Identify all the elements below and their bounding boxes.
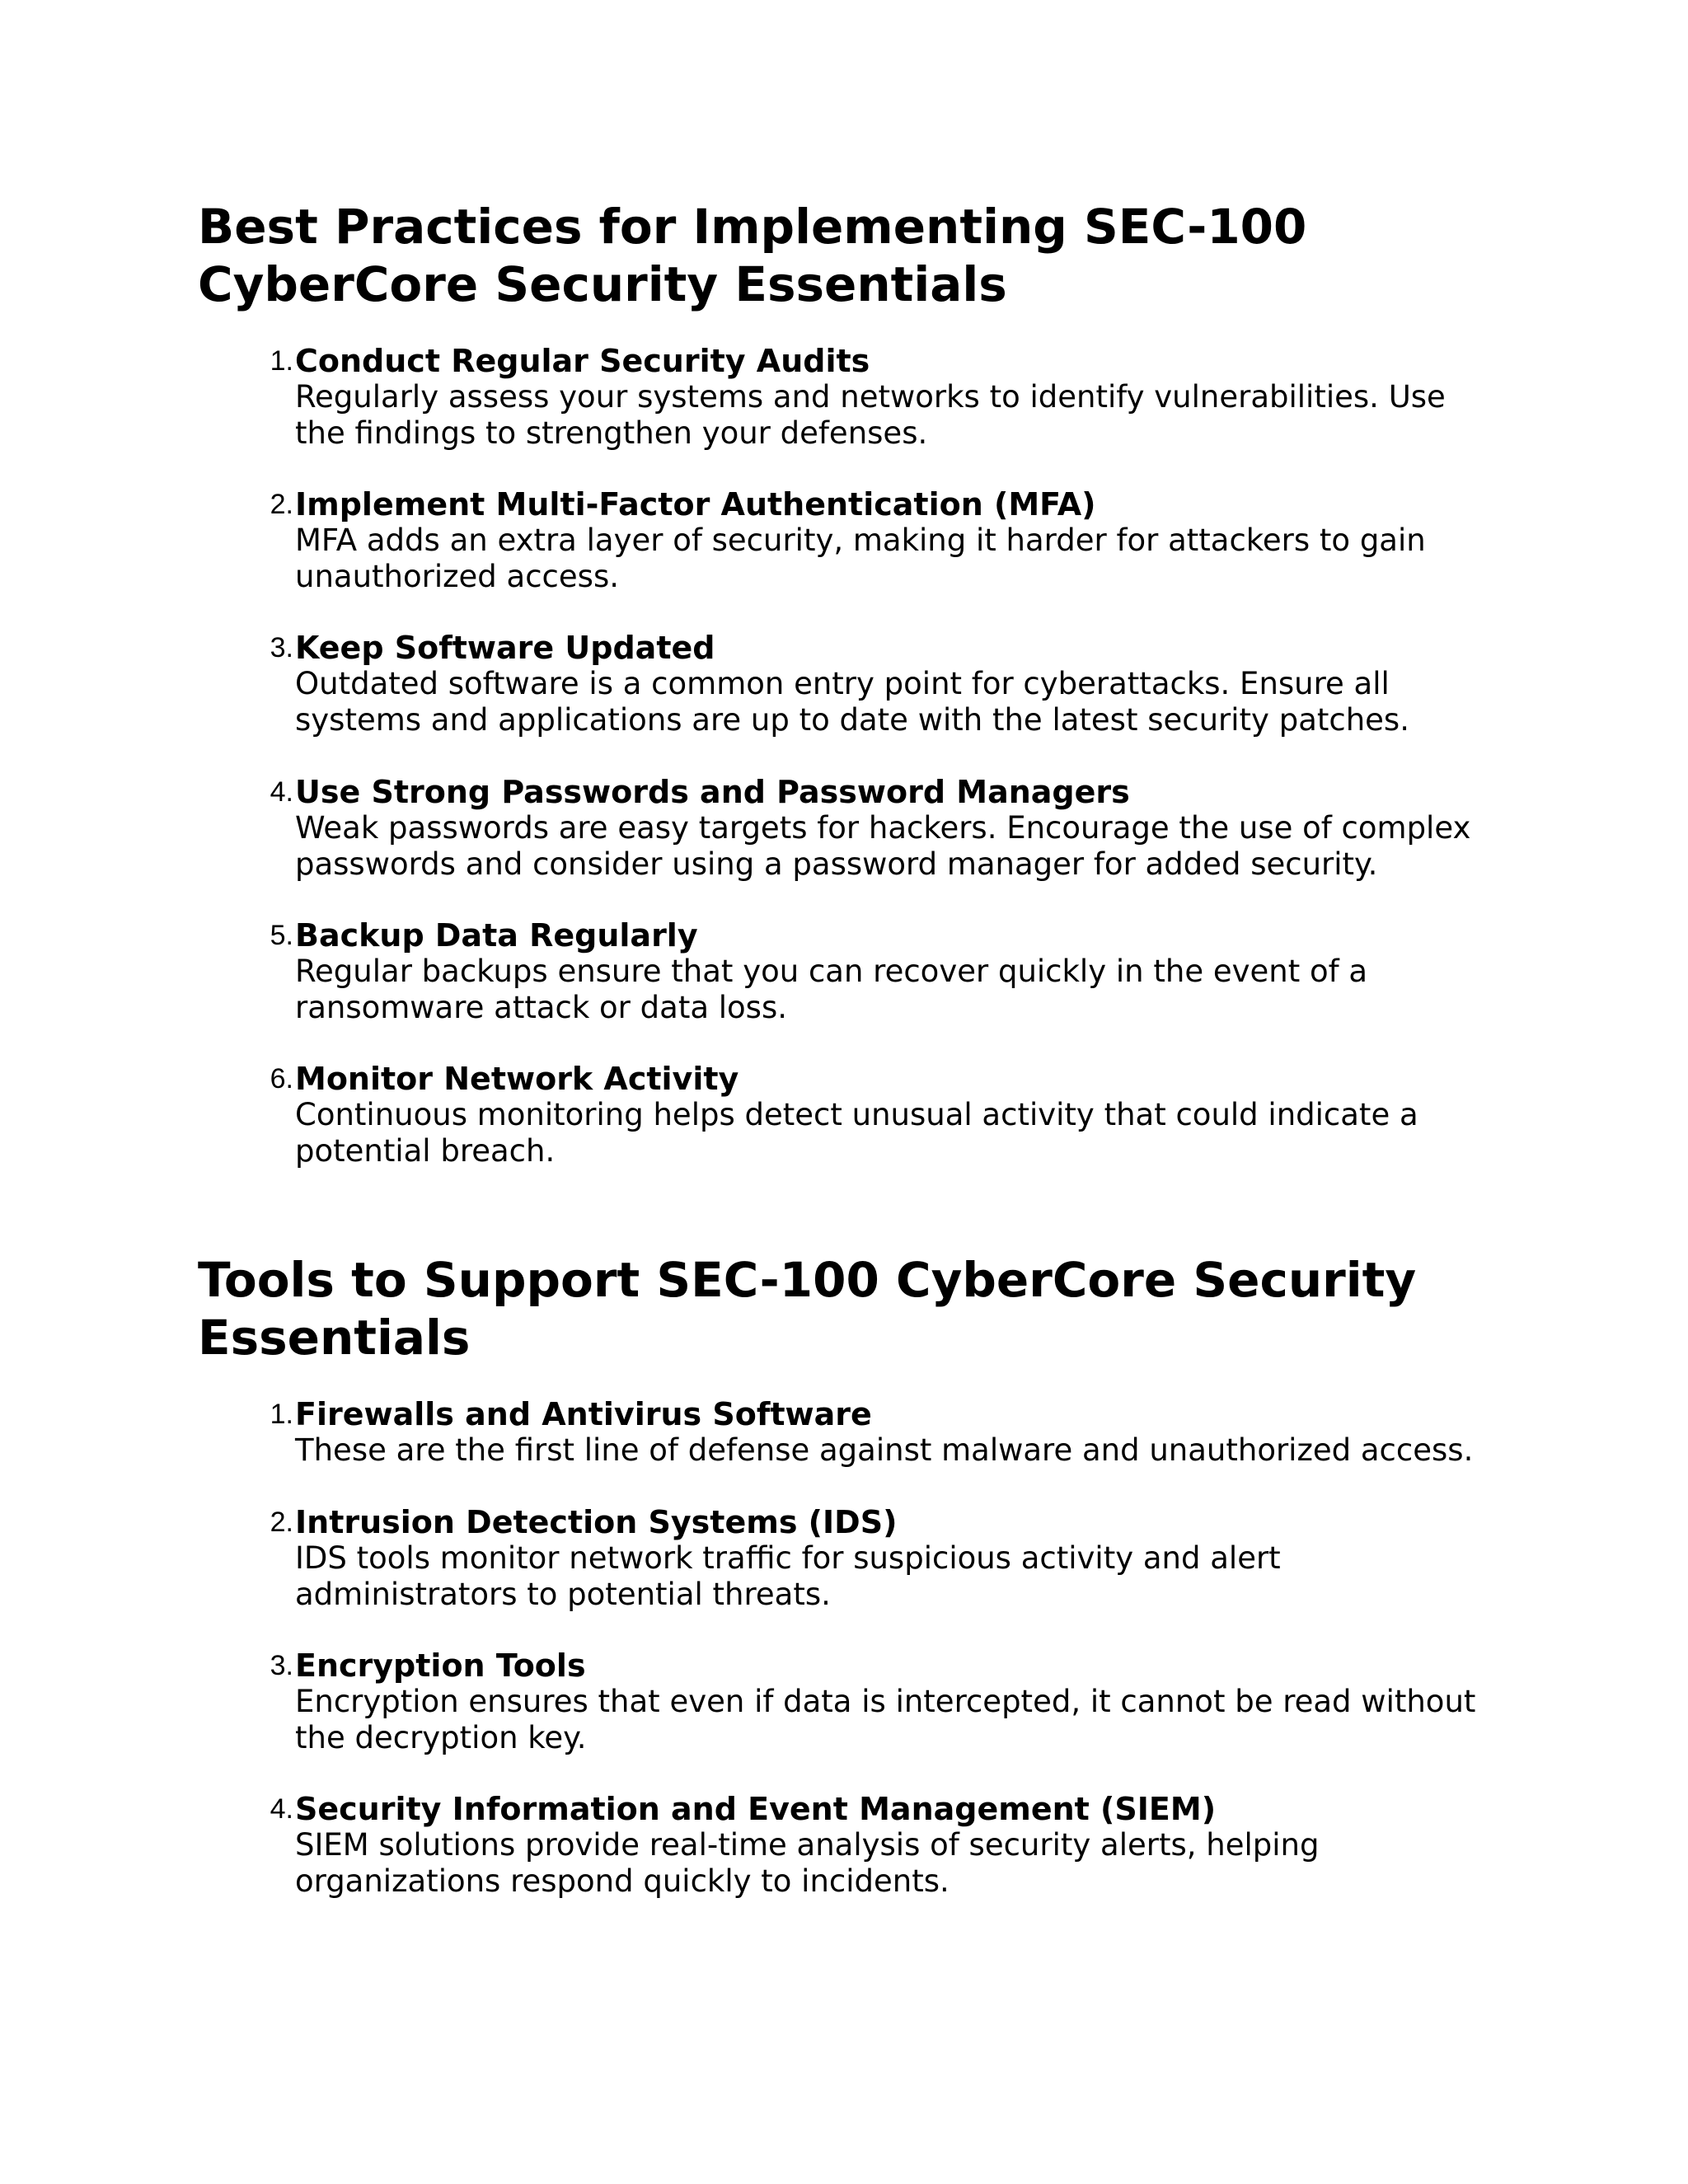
item-number: 2. — [270, 489, 293, 520]
item-description: Continuous monitoring helps detect unusual activity that could indicate a — [295, 1097, 1418, 1132]
item-title: Security Information and Event Management (SIEM) — [295, 1791, 1217, 1827]
item-number: 5. — [270, 920, 293, 951]
item-description: administrators to potential threats. — [295, 1577, 831, 1612]
item-title: Firewalls and Antivirus Software — [295, 1396, 872, 1432]
item-number: 4. — [270, 776, 293, 808]
item-description: the decryption key. — [295, 1720, 587, 1755]
item-description: MFA adds an extra layer of security, making it harder for attackers to gain — [295, 523, 1426, 558]
item-title: Use Strong Passwords and Password Managers — [295, 774, 1130, 810]
item-description: potential breach. — [295, 1133, 556, 1169]
item-title: Implement Multi-Factor Authentication (MFA) — [295, 486, 1096, 523]
item-description: systems and applications are up to date with the latest security patches. — [295, 702, 1409, 738]
item-title: Backup Data Regularly — [295, 917, 698, 954]
item-number: 2. — [270, 1507, 293, 1538]
item-number: 3. — [270, 632, 293, 663]
item-description: ransomware attack or data loss. — [295, 990, 787, 1025]
item-number: 1. — [270, 1399, 293, 1430]
item-description: Weak passwords are easy targets for hackers. Encourage the use of complex — [295, 810, 1471, 846]
item-title: Monitor Network Activity — [295, 1061, 739, 1097]
item-description: unauthorized access. — [295, 559, 619, 594]
heading-line: Best Practices for Implementing SEC-100 — [198, 199, 1307, 255]
item-title: Encryption Tools — [295, 1647, 586, 1684]
item-description: Regular backups ensure that you can recover quickly in the event of a — [295, 954, 1368, 989]
item-description: Encryption ensures that even if data is intercepted, it cannot be read without — [295, 1684, 1476, 1719]
item-description: These are the first line of defense against malware and unauthorized access. — [295, 1432, 1474, 1468]
item-description: Outdated software is a common entry point for cyberattacks. Ensure all — [295, 666, 1390, 701]
item-title: Intrusion Detection Systems (IDS) — [295, 1504, 898, 1540]
item-title: Keep Software Updated — [295, 630, 715, 666]
heading-line: Essentials — [198, 1310, 471, 1366]
item-number: 6. — [270, 1063, 293, 1094]
item-number: 1. — [270, 345, 293, 377]
heading-line: Tools to Support SEC-100 CyberCore Security — [198, 1252, 1417, 1308]
item-description: organizations respond quickly to incidents. — [295, 1863, 950, 1899]
item-number: 4. — [270, 1793, 293, 1825]
section-heading-best-practices — [198, 198, 1517, 313]
item-number: 3. — [270, 1650, 293, 1681]
heading-line: CyberCore Security Essentials — [198, 256, 1007, 312]
item-description: passwords and consider using a password manager for added security. — [295, 846, 1378, 882]
item-description: IDS tools monitor network traffic for suspicious activity and alert — [295, 1540, 1281, 1576]
item-description: Regularly assess your systems and networks to identify vulnerabilities. Use — [295, 379, 1446, 415]
item-description: SIEM solutions provide real-time analysis of security alerts, helping — [295, 1827, 1320, 1863]
section-heading-tools — [198, 1251, 1517, 1366]
item-description: the findings to strengthen your defenses. — [295, 415, 928, 451]
item-title: Conduct Regular Security Audits — [295, 343, 870, 379]
